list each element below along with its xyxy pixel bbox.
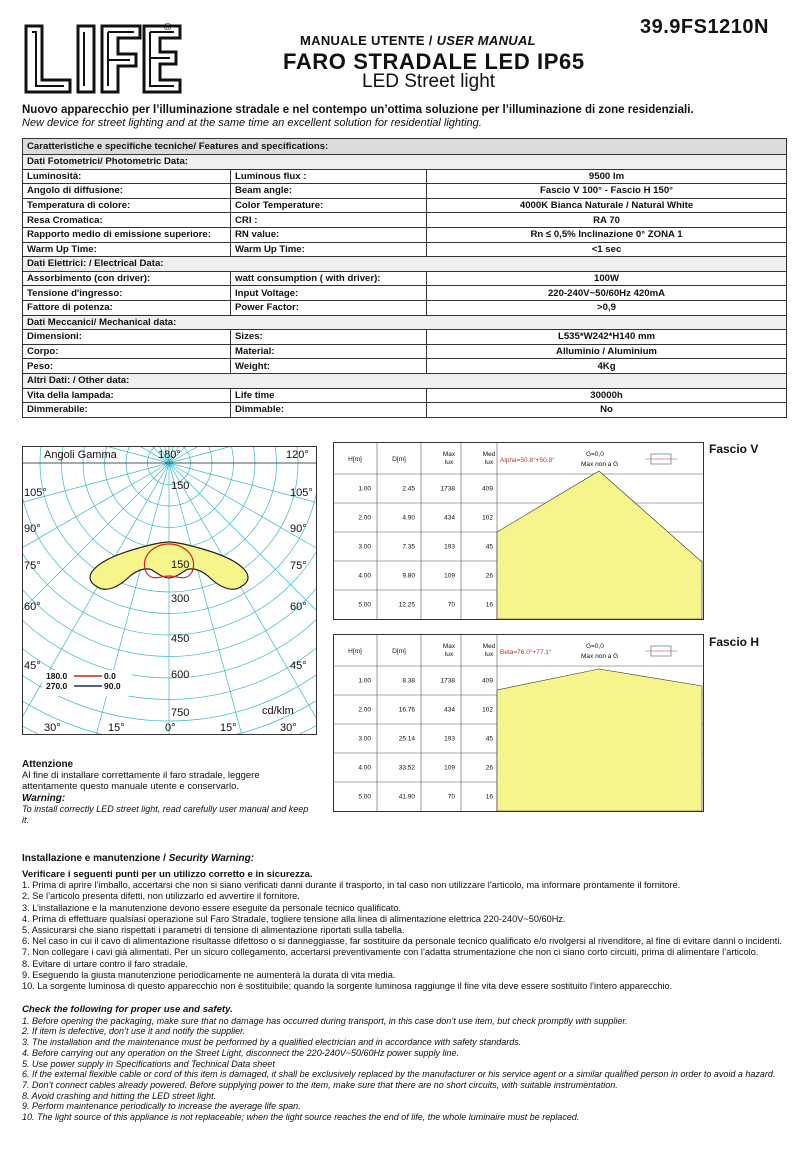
spec-row: [23, 330, 787, 345]
beam-angle-label: Alpha=50.8°+50.8°: [500, 457, 555, 464]
spec-row: [23, 169, 787, 184]
spec-section-title: Dati Fotometrici/ Photometric Data:: [23, 155, 787, 170]
angle-label: 120°: [286, 449, 309, 461]
angle-label: 45°: [24, 660, 41, 672]
brand-logo: [22, 22, 182, 96]
spec-value: Alluminio / Aluminium: [427, 344, 787, 359]
polar-title: Angoli Gamma: [44, 449, 117, 461]
spec-row: [23, 286, 787, 301]
ptab-cell: 5.00: [358, 601, 371, 609]
spec-row: [23, 227, 787, 242]
ptab-cell: 26: [485, 572, 493, 580]
spec-label-en: Sizes:: [231, 330, 427, 345]
ptab-header: H[m]: [348, 648, 362, 655]
ptab-cell: 26: [485, 764, 493, 772]
spec-row: [23, 359, 787, 374]
ptab-cell: 25.14: [398, 735, 415, 743]
spec-label-en: Life time: [231, 388, 427, 403]
ptab-header-part: lux: [484, 459, 494, 466]
ptab-cell: 2.00: [358, 514, 371, 522]
manual-title-en: USER MANUAL: [436, 33, 536, 48]
product-title: FARO STRADALE LED IP65: [283, 49, 585, 74]
legend-label: 90.0: [104, 681, 121, 691]
instructions-title: Installazione e manutenzione / Security Warning:: [22, 853, 255, 864]
angle-label: 30°: [280, 722, 297, 734]
ptab-header-part: Med: [482, 451, 496, 458]
instruction-item-it: 1. Prima di aprire l’imballo, accertarsi che non si siano verificati danni durante il trasporto, in tal caso non utilizzare l’articolo, ma informare prontamente il fornitore.: [22, 880, 681, 891]
legend-label: 180.0: [46, 671, 68, 681]
spec-row: [23, 271, 787, 286]
angle-label: 90°: [24, 523, 41, 535]
spec-label-it: Temperatura di colore:: [23, 198, 231, 213]
radial-label: 750: [171, 707, 190, 719]
ptab-header-part: Max: [442, 451, 456, 458]
ptab-cell: 409: [482, 677, 493, 685]
ptab-cell: 2.00: [358, 706, 371, 714]
ptab-header: H[m]: [348, 456, 362, 463]
ptab-cell: 16: [485, 601, 493, 609]
ptab-header: D[m]: [392, 648, 406, 655]
fascio-h-label: Fascio H: [709, 635, 760, 649]
spec-value: L535*W242*H140 mm: [427, 330, 787, 345]
spec-section-header: [23, 373, 787, 388]
ptab-cell: 434: [444, 514, 455, 522]
instruction-item-en: 5. Use power supply in Specifications and Technical Data sheet: [22, 1058, 275, 1069]
spec-label-en: Weight:: [231, 359, 427, 374]
ptab-cell: 45: [485, 543, 493, 551]
ptab-cell: 7.35: [402, 543, 415, 551]
angle-label: 30°: [44, 722, 61, 734]
ptab-cell: 4.00: [358, 572, 371, 580]
spec-row: [23, 300, 787, 315]
max-note: Max non a G: [581, 653, 619, 660]
beam-shape: [497, 669, 702, 811]
spec-section-title: Dati Meccanici/ Mechanical data:: [23, 315, 787, 330]
spec-table-header: [23, 139, 787, 155]
spec-value: Fascio V 100° - Fascio H 150°: [427, 184, 787, 199]
instructions-list-en: [22, 1005, 802, 1123]
fascio-v-label: Fascio V: [709, 442, 759, 456]
spec-label-it: Angolo di diffusione:: [23, 184, 231, 199]
max-note: Max non a G: [581, 461, 619, 468]
angle-label: 180°: [158, 449, 181, 461]
spec-table-title: Caratteristiche e specifiche tecniche/ Features and specifications:: [23, 139, 787, 155]
warning-title-it: Attenzione: [22, 759, 74, 770]
instruction-item-it: 3. L’installazione e la manutenzione devono essere eseguite da personale tecnico qualificato.: [22, 902, 401, 913]
angle-label: 45°: [290, 660, 307, 672]
spec-label-it: Warm Up Time:: [23, 242, 231, 257]
spec-label-it: Luminosità:: [23, 169, 231, 184]
legend-label: 270.0: [46, 681, 68, 691]
ptab-cell: 5.00: [358, 793, 371, 801]
ptab-cell: 102: [482, 706, 493, 714]
spec-section-header: [23, 315, 787, 330]
spec-label-it: Tensione d'ingresso:: [23, 286, 231, 301]
ptab-cell: 9.80: [402, 572, 415, 580]
spec-value: RA 70: [427, 213, 787, 228]
angle-label: 105°: [290, 487, 313, 499]
angle-label: 15°: [108, 722, 125, 734]
ptab-header-part: Med: [482, 643, 496, 650]
angle-label: 105°: [24, 487, 47, 499]
manual-title-it: MANUALE UTENTE: [300, 33, 425, 48]
angle-label: 90°: [290, 523, 307, 535]
instructions-lead-en: Check the following for proper use and safety.: [22, 1004, 233, 1015]
instruction-item-it: 5. Assicurarsi che siano rispettati i parametri di tensione di alimentazione riportati sulla tabella.: [22, 925, 405, 936]
ptab-cell: 12.25: [398, 601, 415, 609]
spec-label-en: Dimmable:: [231, 403, 427, 418]
spec-value: Rn ≤ 0,5% Inclinazione 0° ZONA 1: [427, 227, 787, 242]
angle-label: 15°: [220, 722, 237, 734]
spec-row: [23, 198, 787, 213]
spec-value: >0,9: [427, 300, 787, 315]
polar-legend: [42, 670, 132, 696]
instruction-item-it: 6. Nel caso in cui il cavo di alimentazione risultasse difettoso o si danneggiasse, far sostituire da personale tecnico qualificato e/o rivolgersi al rivenditore, al fine di evitare danni o incidenti.: [22, 936, 782, 947]
spec-label-it: Fattore di potenza:: [23, 300, 231, 315]
ptab-cell: 8.38: [402, 677, 415, 685]
spec-label-en: RN value:: [231, 227, 427, 242]
spec-row: [23, 184, 787, 199]
spec-section-title: Dati Elettrici: / Electrical Data:: [23, 257, 787, 272]
instructions-list-it: [22, 869, 792, 992]
spec-section-header: [23, 155, 787, 170]
ptab-cell: 70: [447, 601, 455, 609]
ptab-cell: 193: [444, 735, 455, 743]
angle-label: 0°: [165, 722, 176, 734]
spec-value: 220-240V~50/60Hz 420mA: [427, 286, 787, 301]
intro-text-en: New device for street lighting and at the same time an excellent solution for residential lighting.: [22, 117, 482, 129]
ptab-header-part: Max: [442, 643, 456, 650]
unit-label: cd/klm: [262, 705, 294, 717]
ptab-cell: 4.90: [402, 514, 415, 522]
spec-section-title: Altri Dati: / Other data:: [23, 373, 787, 388]
radial-label: 450: [171, 633, 190, 645]
spec-row: [23, 213, 787, 228]
ptab-cell: 4.00: [358, 764, 371, 772]
ptab-cell: 1.00: [358, 485, 371, 493]
ptab-cell: 16: [485, 793, 493, 801]
warning-text-en: To install correctly LED street light, read carefully user manual and keep it.: [22, 804, 309, 825]
angle-label: 60°: [290, 601, 307, 613]
instruction-item-it: 2. Se l’articolo presenta difetti, non utilizzarlo ed avvertire il fornitore.: [22, 891, 300, 902]
spec-row: [23, 403, 787, 418]
product-subtitle: LED Street light: [362, 71, 496, 92]
radial-label: 300: [171, 593, 190, 605]
instruction-item-it: 7. Non collegare i cavi già alimentati. Per un sicuro collegamento, accertarsi preventivamente con l’adatta strumentazione che non ci siano corto circuiti, prima di alimentare l’articolo.: [22, 947, 759, 958]
ptab-cell: 1.00: [358, 677, 371, 685]
spec-label-it: Corpo:: [23, 344, 231, 359]
instruction-item-en: 4. Before carrying out any operation on the Street Light, disconnect the 220-240V~50/60Hz power supply line.: [22, 1047, 460, 1058]
ptab-header-part: lux: [444, 459, 454, 466]
photometric-table-v: [333, 442, 704, 620]
spec-label-en: Luminous flux :: [231, 169, 427, 184]
instruction-item-en: 7. Don’t connect cables already powered. Before supplying power to the item, make sure that there are no short circuits, with suitable instrumentation.: [22, 1079, 618, 1090]
angle-label: 75°: [24, 560, 41, 572]
ptab-cell: 434: [444, 706, 455, 714]
spec-value: No: [427, 403, 787, 418]
instruction-item-en: 2. If item is defective, don’t use it and notify the supplier.: [22, 1026, 246, 1037]
ptab-cell: 33.52: [398, 764, 415, 772]
spec-label-en: Power Factor:: [231, 300, 427, 315]
spec-value: 100W: [427, 271, 787, 286]
ptab-header: D[m]: [392, 456, 406, 463]
radial-label: 150: [171, 559, 190, 571]
registered-mark: ®: [164, 22, 172, 33]
instruction-item-it: 10. La sorgente luminosa di questo apparecchio non è sostituibile; quando la sorgente luminosa raggiunge il fine vita deve essere sostituito l’intero apparecchio.: [22, 981, 673, 992]
spec-label-it: Assorbimento (con driver):: [23, 271, 231, 286]
instruction-item-it: 9. Eseguendo la giusta manutenzione periodicamente ne aumenterà la durata di vita media.: [22, 969, 396, 980]
gamma-label: G=0,0: [586, 451, 604, 458]
ptab-header-part: lux: [444, 651, 454, 658]
spec-label-en: watt consumption ( with driver):: [231, 271, 427, 286]
spec-value: 4000K Bianca Naturale / Natural White: [427, 198, 787, 213]
ptab-cell: 109: [444, 572, 455, 580]
spec-label-it: Vita della lampada:: [23, 388, 231, 403]
ptab-cell: 1738: [440, 677, 455, 685]
ptab-cell: 45: [485, 735, 493, 743]
spec-value: 30000h: [427, 388, 787, 403]
instruction-item-it: 4. Prima di effettuare qualsiasi operazione sul Faro Stradale, togliere tensione alla linea di alimentazione elettrica 220-240V~50/60Hz.: [22, 913, 566, 924]
instruction-item-en: 10. The light source of this appliance is not replaceable; when the light source reaches the end of life, the whole luminaire must be replaced.: [22, 1112, 580, 1123]
intro-text-it: Nuovo apparecchio per l’illuminazione stradale e nel contempo un’ottima soluzione per l’illuminazione di zone residenziali.: [22, 104, 694, 116]
manual-title: MANUALE UTENTE / USER MANUAL: [300, 33, 536, 48]
instructions-lead-it: Verificare i seguenti punti per un utilizzo corretto e in sicurezza.: [22, 869, 313, 880]
spec-label-it: Rapporto medio di emissione superiore:: [23, 227, 231, 242]
ptab-cell: 3.00: [358, 735, 371, 743]
ptab-cell: 1738: [440, 485, 455, 493]
spec-label-it: Peso:: [23, 359, 231, 374]
angle-label: 75°: [290, 560, 307, 572]
spec-label-it: Resa Cromatica:: [23, 213, 231, 228]
spec-label-it: Dimensioni:: [23, 330, 231, 345]
spec-value: 9500 lm: [427, 169, 787, 184]
gamma-label: G=0,0: [586, 643, 604, 650]
instruction-item-en: 9. Perform maintenance periodically to increase the average life span.: [22, 1101, 301, 1112]
spec-value: 4Kg: [427, 359, 787, 374]
spec-row: [23, 344, 787, 359]
instruction-item-en: 1. Before opening the packaging, make sure that no damage has occurred during transport, in this case don’t use item, but check promptly with supplier.: [22, 1015, 628, 1026]
legend-label: 0.0: [104, 671, 116, 681]
spec-table: [22, 138, 787, 418]
polar-chart: [22, 446, 317, 735]
spec-label-it: Dimmerabile:: [23, 403, 231, 418]
warning-title-en: Warning:: [22, 793, 66, 804]
ptab-cell: 70: [447, 793, 455, 801]
ptab-cell: 102: [482, 514, 493, 522]
radial-label: 150: [171, 480, 190, 492]
spec-label-en: Beam angle:: [231, 184, 427, 199]
beam-angle-label: Beta=76.0°+77.1°: [500, 649, 552, 656]
spec-value: <1 sec: [427, 242, 787, 257]
radial-label: 600: [171, 669, 190, 681]
model-code: 39.9FS1210N: [640, 16, 769, 38]
ptab-cell: 2.45: [402, 485, 415, 493]
spec-label-en: Input Voltage:: [231, 286, 427, 301]
ptab-cell: 3.00: [358, 543, 371, 551]
spec-row: [23, 388, 787, 403]
ptab-header-part: lux: [484, 651, 494, 658]
ptab-cell: 193: [444, 543, 455, 551]
instruction-item-en: 6. If the external flexible cable or cord of this item is damaged, it shall be exclusively replaced by the manufacturer or his service agent or a similar qualified person in order to avoid a hazard.: [22, 1069, 776, 1080]
warning-text-it: Al fine di installare correttamente il faro stradale, leggere attentamente questo manuale utente e conservarlo.: [22, 770, 260, 792]
ptab-cell: 109: [444, 764, 455, 772]
spec-label-en: Material:: [231, 344, 427, 359]
instruction-item-it: 8. Evitare di urtare contro il faro stradale.: [22, 958, 188, 969]
angle-label: 60°: [24, 601, 41, 613]
ptab-cell: 409: [482, 485, 493, 493]
ptab-cell: 16.76: [398, 706, 415, 714]
spec-label-en: Warm Up Time:: [231, 242, 427, 257]
photometric-table-h: [333, 634, 704, 812]
instruction-item-en: 8. Avoid crashing and hitting the LED street light.: [22, 1090, 217, 1101]
instruction-item-en: 3. The installation and the maintenance must be performed by a qualified electrician and in accordance with safety standards.: [22, 1037, 522, 1048]
spec-label-en: CRI :: [231, 213, 427, 228]
spec-label-en: Color Temperature:: [231, 198, 427, 213]
spec-row: [23, 242, 787, 257]
spec-section-header: [23, 257, 787, 272]
ptab-cell: 41.90: [398, 793, 415, 801]
